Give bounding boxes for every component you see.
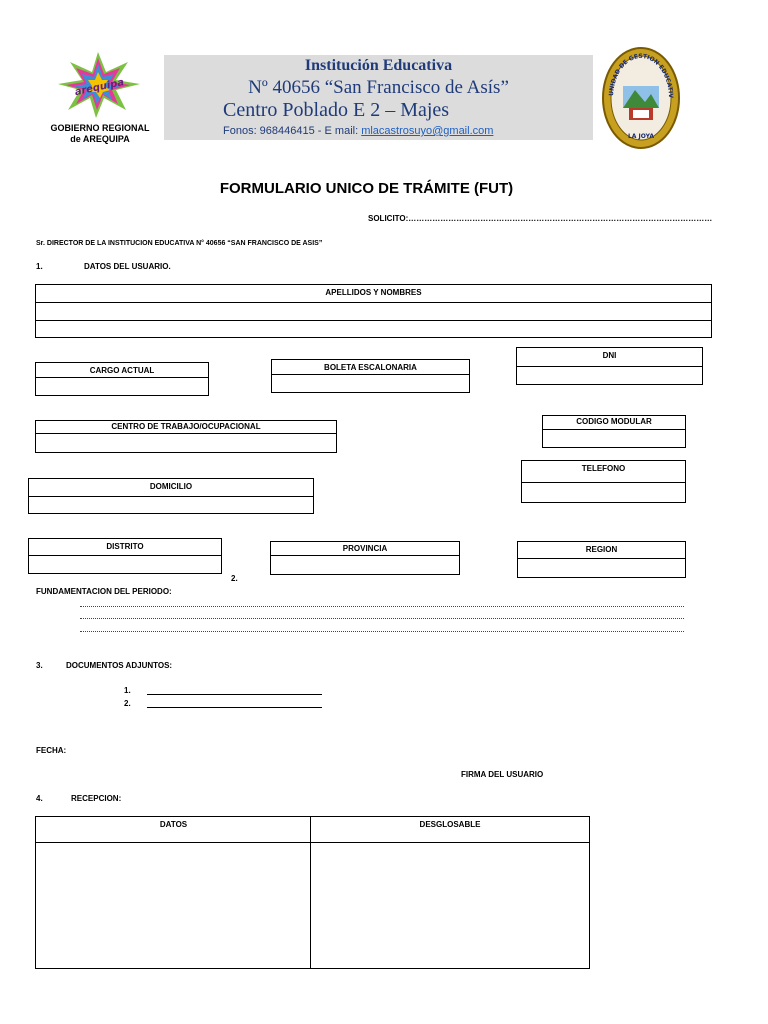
dni-header: DNI [517, 348, 702, 367]
telefono-box [521, 460, 686, 503]
provincia-header: PROVINCIA [271, 542, 459, 556]
document-2-number: 2. [124, 699, 131, 708]
gobierno-regional-logo [40, 50, 160, 150]
institution-label: Institución Educativa [304, 57, 453, 74]
cargo-actual-field[interactable] [36, 378, 208, 395]
section-2-title: FUNDAMENTACION DEL PERIODO: [36, 587, 172, 596]
boleta-escalonaria-box [271, 359, 470, 393]
datos-cell[interactable] [36, 843, 310, 968]
apellidos-nombres-table [35, 284, 712, 338]
phone-text: Fonos: 968446415 - E mail: [223, 125, 362, 137]
provincia-box [270, 541, 460, 575]
domicilio-header: DOMICILIO [29, 479, 313, 497]
codigo-modular-box [542, 415, 686, 448]
centro-trabajo-field[interactable] [36, 434, 336, 452]
boleta-escalonaria-field[interactable] [272, 375, 469, 392]
school-location: Centro Poblado E 2 – Majes [223, 99, 450, 121]
section-4-number: 4. [36, 794, 43, 803]
recepcion-header-row [36, 817, 589, 843]
codigo-modular-field[interactable] [543, 430, 685, 447]
school-number: Nº 40656 “San Francisco de Asís” [248, 77, 509, 98]
apellidos-row-1[interactable] [36, 303, 711, 321]
document-1-number: 1. [124, 686, 131, 695]
fundamentacion-line-1[interactable] [80, 606, 684, 607]
section-3-title: DOCUMENTOS ADJUNTOS: [66, 661, 173, 670]
dni-box [516, 347, 703, 385]
dni-field[interactable] [517, 367, 702, 384]
domicilio-box [28, 478, 314, 514]
centro-trabajo-box [35, 420, 337, 453]
distrito-header: DISTRITO [29, 539, 221, 556]
datos-header: DATOS [159, 820, 188, 829]
cargo-actual-box [35, 362, 209, 396]
section-4-title: RECEPCION: [71, 794, 122, 803]
fundamentacion-line-2[interactable] [80, 618, 684, 619]
cargo-actual-header: CARGO ACTUAL [36, 363, 208, 378]
provincia-field[interactable] [271, 556, 459, 574]
apellidos-row-2[interactable] [36, 321, 711, 337]
seal-bottom-text: LA JOYA [627, 133, 655, 140]
fecha-label: FECHA: [36, 746, 67, 755]
document-1-line[interactable] [147, 694, 322, 695]
section-3-number: 3. [36, 661, 43, 670]
apellidos-nombres-header: APELLIDOS Y NOMBRES [36, 285, 711, 303]
region-field[interactable] [518, 559, 685, 577]
seal-icon [601, 46, 681, 150]
solicito-line: SOLICITO:…………………………………………………………………………………………………… [368, 214, 713, 223]
distrito-box [28, 538, 222, 574]
boleta-escalonaria-header: BOLETA ESCALONARIA [272, 360, 469, 375]
centro-trabajo-header: CENTRO DE TRABAJO/OCUPACIONAL [36, 421, 336, 434]
document-2-line[interactable] [147, 707, 322, 708]
section-1-number: 1. [36, 262, 43, 271]
distrito-field[interactable] [29, 556, 221, 573]
star-burst-icon [40, 50, 160, 120]
telefono-field[interactable] [522, 483, 685, 502]
region-box [517, 541, 686, 578]
desglosable-cell[interactable] [311, 843, 589, 968]
section-2-number: 2. [231, 574, 238, 583]
region-name-line2: de AREQUIPA [70, 134, 130, 144]
form-title: FORMULARIO UNICO DE TRÁMITE (FUT) [219, 180, 514, 197]
contact-line [223, 125, 493, 137]
region-name-line1: GOBIERNO REGIONAL [50, 123, 150, 133]
telefono-header: TELEFONO [522, 461, 685, 483]
region-header: REGION [518, 542, 685, 559]
desglosable-header: DESGLOSABLE [419, 820, 481, 829]
region-logo-text: arequipa [73, 76, 126, 99]
firma-usuario-label: FIRMA DEL USUARIO [461, 770, 544, 779]
ugel-seal-logo [601, 46, 681, 150]
seal-text: UNIDAD DE GESTION EDUCATIV [607, 52, 675, 98]
recepcion-table [35, 816, 590, 969]
fundamentacion-line-3[interactable] [80, 631, 684, 632]
header-banner [164, 55, 593, 140]
addressee: Sr. DIRECTOR DE LA INSTITUCION EDUCATIVA N° 40656 “SAN FRANCISCO DE ASIS” [36, 240, 323, 247]
email-link[interactable]: mlacastrosuyo@gmail.com [361, 125, 494, 137]
domicilio-field[interactable] [29, 497, 313, 513]
section-1-title: DATOS DEL USUARIO. [84, 262, 171, 271]
codigo-modular-header: CODIGO MODULAR [543, 416, 685, 430]
